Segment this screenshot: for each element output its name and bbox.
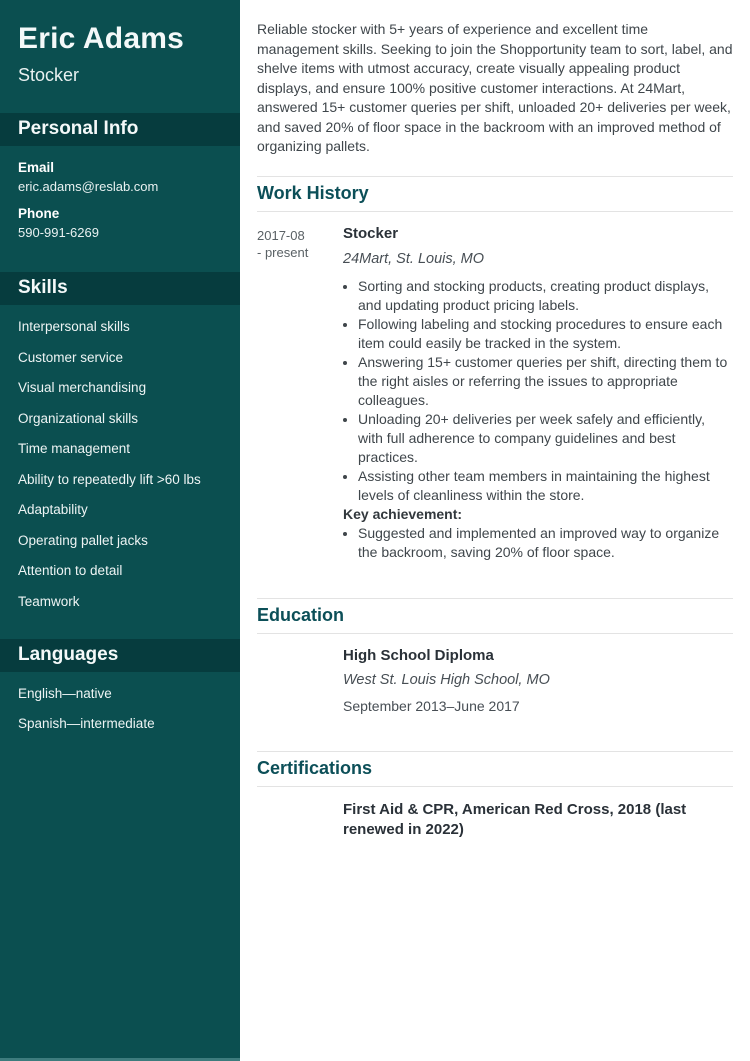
work-history-heading: Work History bbox=[257, 176, 733, 212]
achievement-list bbox=[343, 524, 733, 562]
language-item: Spanish—intermediate bbox=[18, 716, 155, 731]
email-value: eric.adams@reslab.com bbox=[18, 179, 159, 194]
work-bullet: • Assisting other team members in maintaining the highest levels of cleanliness within the store. bbox=[358, 467, 733, 505]
work-entry bbox=[257, 212, 733, 579]
education-heading: Education bbox=[257, 598, 733, 634]
skill-item: Adaptability bbox=[18, 502, 88, 517]
skills-list bbox=[0, 305, 240, 610]
languages-list bbox=[0, 672, 240, 733]
certification-title: First Aid & CPR, American Red Cross, 2018 (last renewed in 2022) bbox=[343, 800, 687, 838]
work-bullet: • Unloading 20+ deliveries per week safely and efficiently, with full adherence to company guidelines and best practices. bbox=[358, 410, 733, 467]
work-bullet: • Answering 15+ customer queries per shift, directing them to the right aisles or referring the issues to appropriate colleagues. bbox=[358, 353, 733, 410]
education-date-range: September 2013–June 2017 bbox=[343, 697, 520, 714]
personal-info-fields bbox=[0, 146, 240, 240]
education-school: West St. Louis High School, MO bbox=[343, 671, 550, 688]
candidate-name: Eric Adams bbox=[18, 22, 184, 55]
work-entry-content bbox=[343, 225, 733, 562]
professional-summary: Reliable stocker with 5+ years of experience and excellent time management skills. Seeking to join the Shopportunity team to sort, label, and shelve items with utmost accuracy, create visually appealing product displays, and ensure 100% positive customer interactions. At 24Mart, answered 15+ customer queries per shift, unloaded 20+ deliveries per week, and saved 20% of floor space in the backroom with an improved method of organizing pallets. bbox=[257, 21, 733, 154]
sidebar bbox=[0, 0, 240, 1061]
work-date-end: - present bbox=[257, 244, 309, 260]
candidate-job-title: Stocker bbox=[18, 65, 80, 85]
certification-entry bbox=[257, 787, 733, 840]
email-field bbox=[18, 160, 222, 194]
skill-item: Organizational skills bbox=[18, 410, 139, 426]
skill-item: Interpersonal skills bbox=[18, 319, 130, 334]
work-bullet: • Following labeling and stocking procedures to ensure each item could easily be tracked in the system. bbox=[358, 315, 733, 353]
work-bullet-list bbox=[343, 277, 733, 505]
work-date-start: 2017-08 bbox=[257, 227, 305, 243]
personal-info-heading: Personal Info bbox=[0, 113, 240, 146]
work-bullet: • Sorting and stocking products, creating product displays, and updating product pricing labels. bbox=[358, 277, 733, 315]
certification-entry-content bbox=[343, 800, 733, 840]
education-dates-column bbox=[257, 647, 343, 714]
work-dates bbox=[257, 225, 343, 562]
skill-item: Operating pallet jacks bbox=[18, 532, 148, 548]
language-item: English—native bbox=[18, 685, 112, 701]
skill-item: Ability to repeatedly lift >60 lbs bbox=[18, 471, 201, 487]
resume-main bbox=[240, 0, 750, 1061]
certification-dates-column bbox=[257, 800, 343, 840]
email-label: Email bbox=[18, 160, 55, 175]
languages-heading: Languages bbox=[0, 639, 240, 672]
certifications-heading: Certifications bbox=[257, 751, 733, 787]
skill-item: Time management bbox=[18, 441, 131, 456]
phone-label: Phone bbox=[18, 206, 60, 221]
education-degree: High School Diploma bbox=[343, 646, 494, 664]
skill-item: Attention to detail bbox=[18, 563, 123, 578]
work-company: 24Mart, St. Louis, MO bbox=[343, 250, 485, 267]
phone-field bbox=[18, 206, 222, 240]
skill-item: Customer service bbox=[18, 349, 124, 365]
skill-item: Teamwork bbox=[18, 593, 80, 609]
skill-item: Visual merchandising bbox=[18, 380, 147, 395]
skills-heading: Skills bbox=[0, 272, 240, 305]
education-entry-content bbox=[343, 647, 733, 714]
work-role: Stocker bbox=[343, 224, 399, 242]
phone-value: 590-991-6269 bbox=[18, 225, 99, 240]
education-entry bbox=[257, 634, 733, 732]
achievement-bullet: • Suggested and implemented an improved way to organize the backroom, saving 20% of floor space. bbox=[358, 524, 733, 562]
key-achievement-label: Key achievement: bbox=[343, 505, 463, 522]
